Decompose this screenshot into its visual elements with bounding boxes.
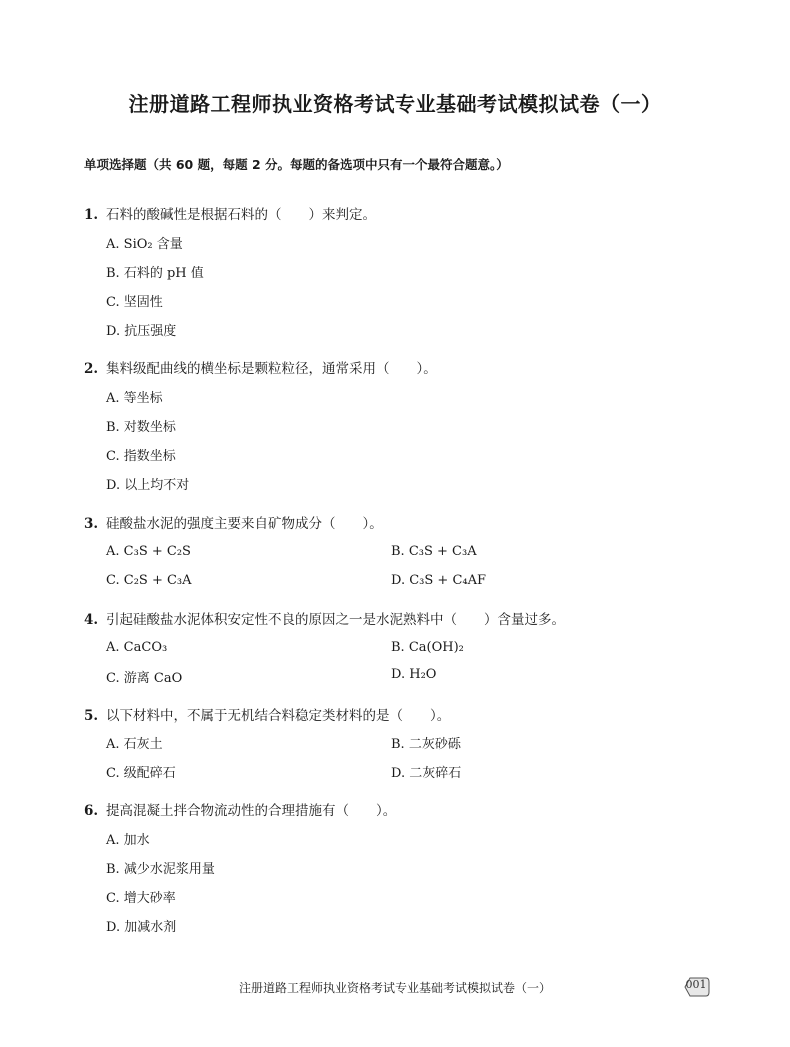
- option-5a: A. 石灰土: [106, 737, 163, 752]
- option-1d: D. 抗压强度: [106, 324, 177, 339]
- option-2d: D. 以上均不对: [106, 478, 190, 493]
- page-footer: 注册道路工程师执业资格考试专业基础考试模拟试卷（一）: [238, 981, 551, 995]
- question-5: [84, 704, 450, 724]
- option-6b: B. 减少水泥浆用量: [106, 862, 215, 877]
- option-2b: B. 对数坐标: [106, 420, 176, 435]
- page-number-badge: [681, 975, 709, 997]
- option-4a: A. CaCO₃: [106, 640, 168, 655]
- option-4b: B. Ca(OH)₂: [391, 640, 464, 655]
- question-4: [84, 608, 565, 628]
- question-text: 以下材料中，不属于无机结合料稳定类材料的是（ ）。: [106, 708, 451, 724]
- question-text: 提高混凝土拌合物流动性的合理措施有（ ）。: [106, 803, 397, 819]
- option-4d: D. H₂O: [391, 667, 437, 682]
- option-3b: B. C₃S + C₃A: [391, 544, 477, 559]
- option-1c: C. 坚固性: [106, 295, 163, 310]
- option-1b: B. 石料的 pH 值: [106, 266, 204, 281]
- option-6d: D. 加减水剂: [106, 920, 177, 935]
- question-text: 集料级配曲线的横坐标是颗粒粒径，通常采用（ ）。: [106, 361, 437, 377]
- question-text: 硅酸盐水泥的强度主要来自矿物成分（ ）。: [106, 516, 383, 532]
- option-5b: B. 二灰砂砾: [391, 737, 461, 752]
- page-title: 注册道路工程师执业资格考试专业基础考试模拟试卷（一）: [128, 92, 662, 116]
- question-3: [84, 512, 383, 532]
- page-number: 001: [685, 978, 707, 991]
- option-4c: C. 游离 CaO: [106, 671, 183, 686]
- question-text: 引起硅酸盐水泥体积安定性不良的原因之一是水泥熟料中（ ）含量过多。: [106, 612, 565, 628]
- question-number: 5.: [84, 708, 99, 724]
- option-2c: C. 指数坐标: [106, 449, 176, 464]
- option-3c: C. C₂S + C₃A: [106, 573, 192, 588]
- option-6c: C. 增大砂率: [106, 891, 176, 906]
- question-number: 4.: [84, 612, 99, 628]
- question-2: [84, 357, 437, 377]
- option-3d: D. C₃S + C₄AF: [391, 573, 487, 588]
- option-6a: A. 加水: [106, 833, 150, 848]
- option-5c: C. 级配碎石: [106, 766, 176, 781]
- question-number: 2.: [84, 361, 99, 377]
- question-1: [84, 203, 376, 223]
- question-6: [84, 799, 396, 819]
- question-number: 6.: [84, 803, 99, 819]
- section-instructions: 单项选择题（共 60 题，每题 2 分。每题的备选项中只有一个最符合题意。）: [84, 157, 509, 172]
- option-5d: D. 二灰碎石: [391, 766, 462, 781]
- option-2a: A. 等坐标: [106, 391, 163, 406]
- option-1a: A. SiO₂ 含量: [106, 237, 183, 252]
- option-3a: A. C₃S + C₂S: [106, 544, 191, 559]
- question-text: 石料的酸碱性是根据石料的（ ）来判定。: [106, 207, 376, 223]
- question-number: 1.: [84, 207, 99, 223]
- question-number: 3.: [84, 516, 99, 532]
